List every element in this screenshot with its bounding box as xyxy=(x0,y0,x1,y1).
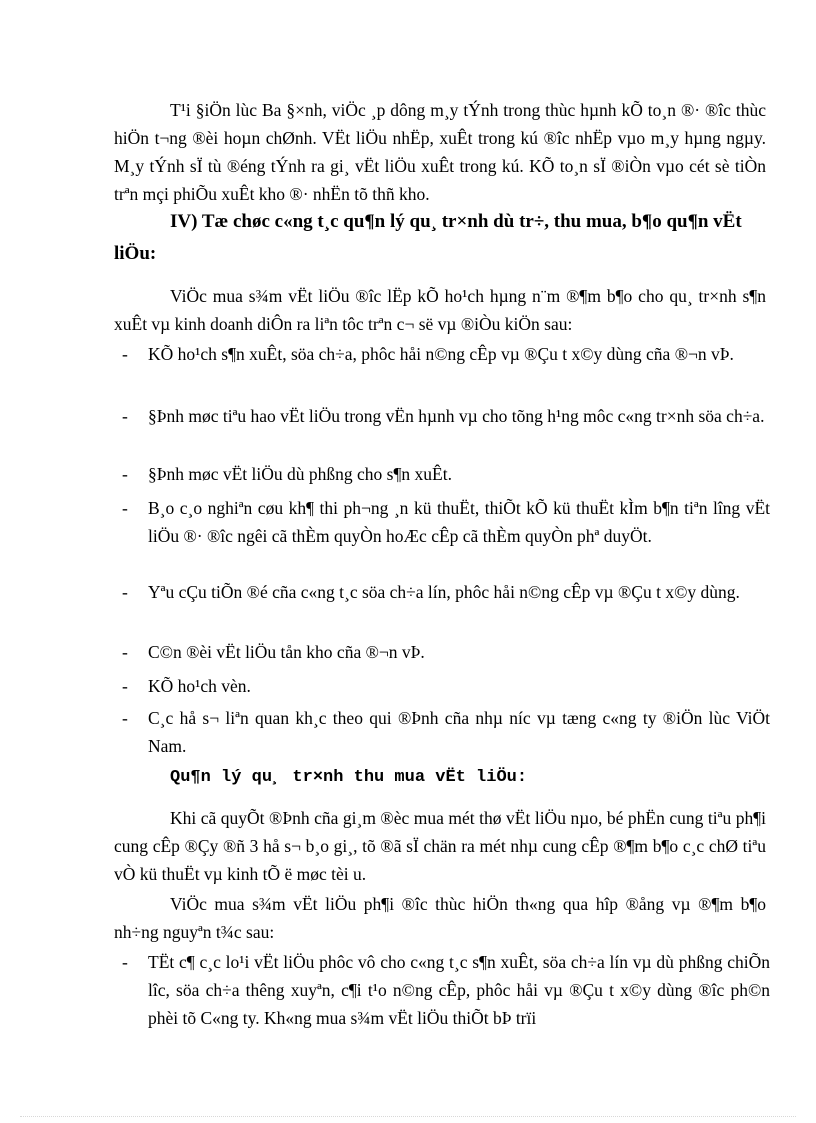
bullet-dash: - xyxy=(122,498,128,518)
list-item xyxy=(122,672,770,700)
bullet-dash: - xyxy=(122,582,128,602)
list-item-text: B¸o c¸o nghiªn cøu kh¶ thi ph¬ng ¸n kü thuËt, thiÕt kÕ kü thuËt kÌm b¶n tiªn lîng vËt liÖu ®· ®îc ngêi cã thÈm quyÒn hoÆc cÊp cã thÈm quyÒn phª duyÖt. xyxy=(148,498,770,546)
bullet-dash: - xyxy=(122,406,128,426)
bullet-dash: - xyxy=(122,708,128,728)
list-item-text: Yªu cÇu tiÕn ®é cña c«ng t¸c söa ch÷a lín, phôc håi n©ng cÊp vµ ®Çu t x©y dùng. xyxy=(148,582,740,602)
list-item xyxy=(122,402,770,430)
list-item xyxy=(122,638,770,666)
subsection-heading-purchase: Qu¶n lý qu¸ tr×nh thu mua vËt liÖu: xyxy=(170,768,528,787)
paragraph-contract-principles: ViÖc mua s¾m vËt liÖu ph¶i ®îc thùc hiÖn th«ng qua hîp ®ång vµ ®¶m b¶o nh÷ng nguyªn t¾c sau: xyxy=(114,894,766,942)
list-item-text: KÕ ho¹ch s¶n xuÊt, söa ch÷a, phôc håi n©ng cÊp vµ ®Çu t x©y dùng cña ®¬n vÞ. xyxy=(148,344,734,364)
paragraph-purchase-plan: ViÖc mua s¾m vËt liÖu ®îc lËp kÕ ho¹ch hµng n¨m ®¶m b¶o cho qu¸ tr×nh s¶n xuÊt vµ kinh doanh diÔn ra liªn tôc trªn c¬ së vµ ®iÒu kiÖn sau: xyxy=(114,286,766,334)
list-item xyxy=(122,578,770,606)
bullet-dash: - xyxy=(122,464,128,484)
bullet-dash: - xyxy=(122,642,128,662)
list-item-text: C©n ®èi vËt liÖu tån kho cña ®¬n vÞ. xyxy=(148,642,425,662)
list-item-text: C¸c hå s¬ liªn quan kh¸c theo qui ®Þnh cña nhµ níc vµ tæng c«ng ty ®iÖn lùc ViÖt Nam. xyxy=(148,708,770,756)
page-bottom-divider xyxy=(20,1116,796,1117)
section-heading-iv: IV) Tæ chøc c«ng t¸c qu¶n lý qu¸ tr×nh dù tr÷, thu mua, b¶o qu¶n vËt liÖu: xyxy=(114,211,742,264)
list-item-text: KÕ ho¹ch vèn. xyxy=(148,676,251,696)
list-item xyxy=(122,494,770,550)
list-item-text: TËt c¶ c¸c lo¹i vËt liÖu phôc vô cho c«ng t¸c s¶n xuÊt, söa ch÷a lín vµ dù phßng chiÕn lîc, söa ch÷a thêng xuyªn, c¶i t¹o n©ng cÊp, phôc håi vµ ®Çu t x©y dùng ®îc ph©n phèi tõ C«ng ty. Kh«ng mua s¾m vËt liÖu thiÕt bÞ trïi xyxy=(148,952,770,1028)
list-item xyxy=(122,460,770,488)
list-item xyxy=(122,704,770,760)
list-item-text: §Þnh møc tiªu hao vËt liÖu trong vËn hµnh vµ cho tõng h¹ng môc c«ng tr×nh söa ch÷a. xyxy=(148,406,765,426)
list-item-text: §Þnh møc vËt liÖu dù phßng cho s¶n xuÊt. xyxy=(148,464,452,484)
bullet-dash: - xyxy=(122,952,128,972)
bullet-dash: - xyxy=(122,676,128,696)
paragraph-computer-accounting: T¹i §iÖn lùc Ba §×nh, viÖc ¸p dông m¸y tÝnh trong thùc hµnh kÕ to¸n ®· ®îc thùc hiÖn t¬ng ®èi hoµn chØnh. VËt liÖu nhËp, xuÊt trong kú ®îc nhËp vµo m¸y hµng ngµy. M¸y tÝnh sÏ tù ®éng tÝnh ra gi¸ vËt liÖu xuÊt trong kú. KÕ to¸n sÏ ®iÒn vµo cét sè tiÒn trªn mçi phiÕu xuÊt kho ®· nhËn tõ thñ kho. xyxy=(114,100,766,204)
list-item xyxy=(122,948,770,1032)
bullet-dash: - xyxy=(122,344,128,364)
paragraph-supplier-selection: Khi cã quyÕt ®Þnh cña gi¸m ®èc mua mét thø vËt liÖu nµo, bé phËn cung tiªu ph¶i cung cÊp ®Çy ®ñ 3 hå s¬ b¸o gi¸, tõ ®ã sÏ chän ra mét nhµ cung cÊp ®¶m b¶o c¸c chØ tiªu vÒ kü thuËt vµ kinh tÕ ë møc tèi u. xyxy=(114,808,766,884)
list-item xyxy=(122,340,770,368)
